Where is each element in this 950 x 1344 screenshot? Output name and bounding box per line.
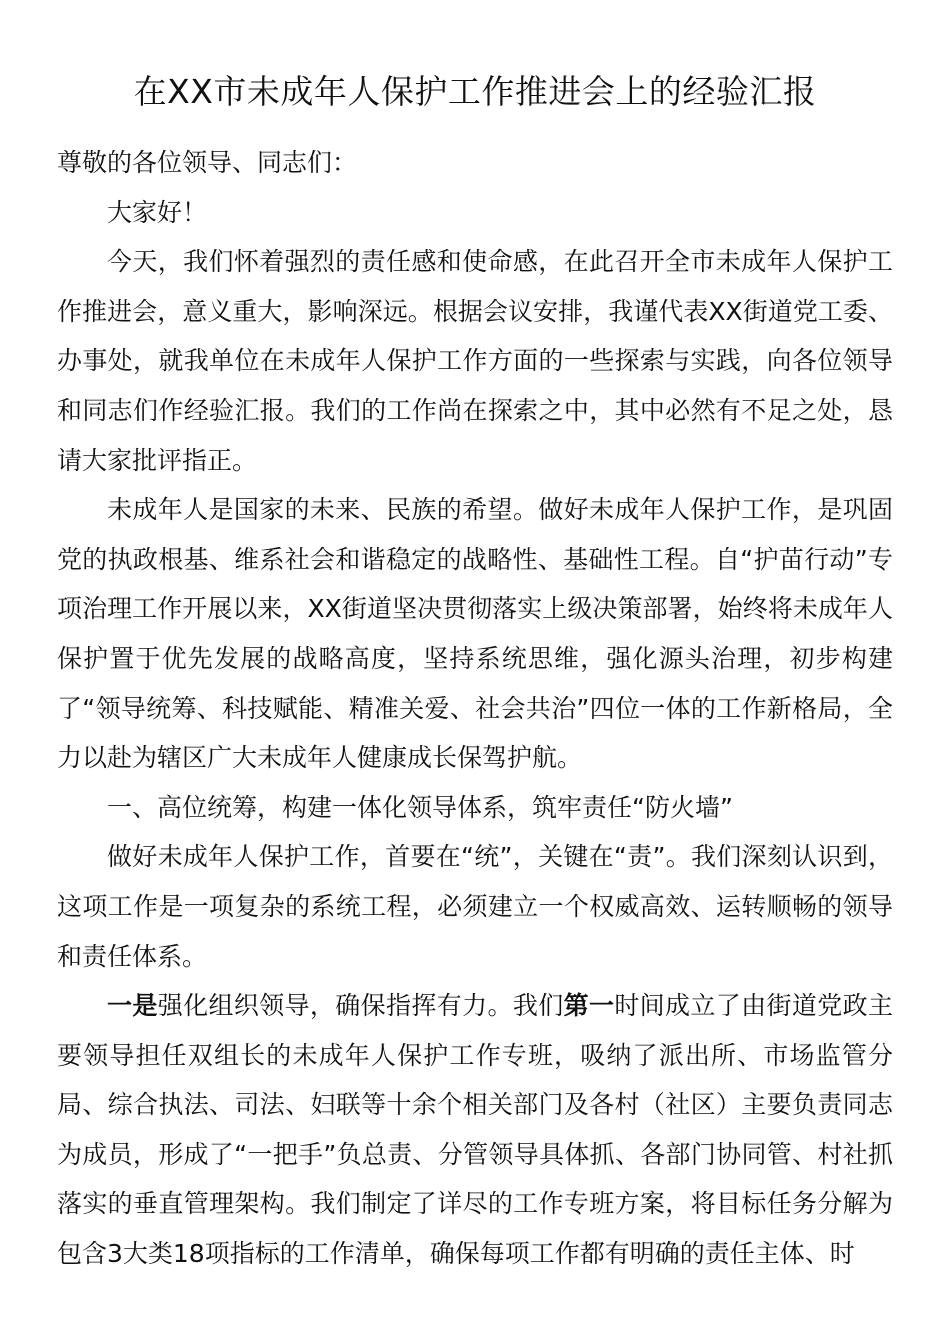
point-one-text-a: 强化组织领导，确保指挥有力。我们 (157, 991, 564, 1021)
document-title: 在XX市未成年人保护工作推进会上的经验汇报 (133, 72, 817, 111)
salutation: 尊敬的各位领导、同志们： (57, 148, 358, 177)
greeting: 大家好！ (107, 197, 208, 227)
point-one-emphasis: 第一 (563, 991, 615, 1021)
point-one-text-b: 时间成立了由街道党政主要领导担任双组长的未成年人保护工作专班，吸纳了派出所、市场监管分局、综合执法、司法、妇联等十余个相关部门及各村（社区）主要负责同志为成员，形成了“一把手”负总责、分管领导具体抓、各部门协同管、村社抓落实的垂直管理架构。我们制定了详尽的工作专班方案，将目标任务分解为包含3大类18项指标的工作清单，确保每项工作都有明确的责任主体、时 (57, 991, 893, 1269)
document-body (57, 138, 893, 1279)
paragraph-section1-intro: 做好未成年人保护工作，首要在“统”，关键在“责”。我们深刻认识到，这项工作是一项复杂的系统工程，必须建立一个权威高效、运转顺畅的领导和责任体系。 (57, 842, 893, 971)
point-one-lead: 一是 (107, 991, 158, 1021)
paragraph-intro: 今天，我们怀着强烈的责任感和使命感，在此召开全市未成年人保护工作推进会，意义重大，影响深远。根据会议安排，我谨代表XX街道党工委、办事处，就我单位在未成年人保护工作方面的一些探索与实践，向各位领导和同志们作经验汇报。我们的工作尚在探索之中，其中必然有不足之处，恳请大家批评指正。 (57, 247, 893, 475)
paragraph-background: 未成年人是国家的未来、民族的希望。做好未成年人保护工作，是巩固党的执政根基、维系社会和谐稳定的战略性、基础性工程。自“护苗行动”专项治理工作开展以来，XX街道坚决贯彻落实上级决策部署，始终将未成年人保护置于优先发展的战略高度，坚持系统思维，强化源头治理，初步构建了“领导统筹、科技赋能、精准关爱、社会共治”四位一体的工作新格局，全力以赴为辖区广大未成年人健康成长保驾护航。 (57, 495, 893, 773)
paragraph-point-one (57, 981, 893, 1279)
section-heading-1: 一、高位统筹，构建一体化领导体系，筑牢责任“防火墙” (107, 792, 733, 822)
